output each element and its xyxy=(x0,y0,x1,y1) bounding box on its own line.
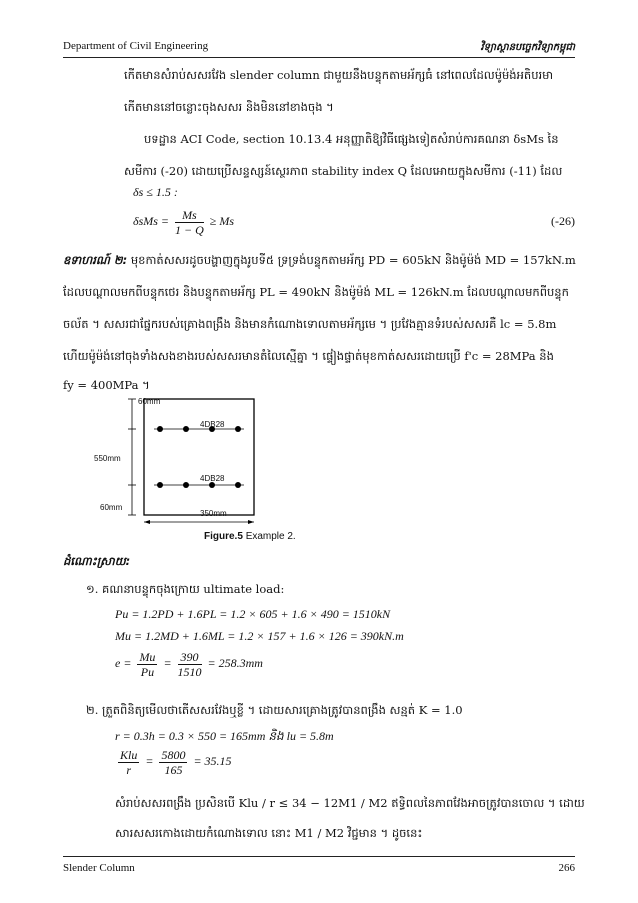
step1-heading: ១. គណនាបន្ទុកចុងក្រោយ ultimate load: xyxy=(86,582,285,596)
slender-eq: = xyxy=(145,754,154,768)
step2-radius: r = 0.3h = 0.3 × 550 = 165mm និង lu = 5.8m xyxy=(115,729,334,743)
solution-title: ដំណោះស្រាយ: xyxy=(63,554,131,568)
dim-label-top: 60mm xyxy=(138,397,161,406)
ecc-eq: = xyxy=(163,656,172,670)
ecc-num1: Mu xyxy=(139,649,156,664)
rebar xyxy=(157,426,163,432)
dim-label-width: 350mm xyxy=(200,509,227,518)
column-section xyxy=(144,399,254,515)
rebar-label-bottom: 4DB28 xyxy=(200,474,225,483)
para2-line2: សមីការ (-20) ដោយប្រើសន្ទស្សន៍ស្ថេរភាព stability index Q ដែលអោយក្នុងសមីការ (-11) ដែល xyxy=(124,164,563,178)
caption-text: Example 2. xyxy=(245,531,296,542)
ecc-fraction1 xyxy=(137,650,157,679)
eq26-rhs: ≥ Ms xyxy=(209,214,235,228)
slender-den1: r xyxy=(126,762,131,777)
para1-line1: កើតមានសំរាប់សសរវែង slender column ជាមួយនឹងបន្ទុកតាមអ័ក្សធំ នៅពេលដែលម៉ូម៉ង់អតិបរមា xyxy=(124,68,554,82)
eq26-number: (-26) xyxy=(551,214,575,228)
example-line2: ដែលបណ្តាលមកពីបន្ទុកថេរ និងបន្ទុកតាមអ័ក្ស PL = 490kN និងម៉ូម៉ង់ ML = 126kN.m ដែលបណ្តាលមកពីបន្ទុក xyxy=(63,285,569,299)
slender-num1: Klu xyxy=(120,747,138,762)
ecc-lhs: e = xyxy=(115,656,132,670)
example-title: ឧទាហរណ៍ ២: xyxy=(63,253,128,267)
example-line4: ហើយម៉ូម៉ង់នៅចុងទាំងសងខាងរបស់សសរមានតំលៃស្មើគ្នា ។ ផ្ទៀងផ្ទាត់មុខកាត់សសរដោយប្រើ f'c = 28MPa និង xyxy=(63,349,554,363)
department-name: Department of Civil Engineering xyxy=(63,40,209,52)
rebar xyxy=(235,482,241,488)
example-line1 xyxy=(63,252,576,268)
slender-result: = 35.15 xyxy=(193,754,232,768)
example-line5: fy = 400MPa ។ xyxy=(63,378,150,392)
column-section-figure xyxy=(100,395,340,525)
ecc-fraction2 xyxy=(178,650,202,679)
dim-label-height: 550mm xyxy=(94,454,121,463)
rebar xyxy=(235,426,241,432)
eq26-denominator: 1 − Q xyxy=(175,222,204,237)
caption-figure-number: Figure.5 xyxy=(204,531,243,542)
rebar xyxy=(157,482,163,488)
equation-26 xyxy=(133,206,234,237)
eq26-numerator: Ms xyxy=(175,208,204,223)
header-rule xyxy=(63,57,575,58)
ecc-result: = 258.3mm xyxy=(207,656,263,670)
arrow-right xyxy=(248,520,254,524)
step1-eccentricity xyxy=(115,648,263,679)
step1-mu: Mu = 1.2MD + 1.6ML = 1.2 × 157 + 1.6 × 126 = 390kN.m xyxy=(115,629,404,643)
para2-line1: បទដ្ឋាន ACI Code, section 10.13.4 អនុញ្ញាតិឱ្យវិធីផ្សេងទៀតសំរាប់ការគណនា δsMs នៃ xyxy=(144,132,559,146)
page-footer xyxy=(63,862,575,874)
rebar-label-top: 4DB28 xyxy=(200,420,225,429)
ecc-den2: 1510 xyxy=(177,664,202,679)
page-number: 266 xyxy=(558,862,575,874)
step1-pu: Pu = 1.2PD + 1.6PL = 1.2 × 605 + 1.6 × 490 = 1510kN xyxy=(115,607,391,621)
step2-heading: ២. ត្រួតពិនិត្យមើលថាតើសសរវែងឬខ្លី ។ ដោយសារគ្រោងត្រូវបានពង្រឹង សន្មត់ K = 1.0 xyxy=(86,703,463,717)
ecc-num2: 390 xyxy=(178,650,202,665)
page-header xyxy=(63,40,575,56)
dim-label-bottom: 60mm xyxy=(100,503,123,512)
slender-num2: 5800 xyxy=(161,747,186,762)
arrow-left xyxy=(144,520,150,524)
figure-caption xyxy=(204,531,296,542)
institute-name: វិទ្យាស្ថានបច្ចេកវិទ្យាកម្ពុជា xyxy=(480,42,575,53)
para1-line2: កើតមាននៅចន្លោះចុងសសរ និងមិននៅខាងចុង ។ xyxy=(124,100,334,114)
rebar xyxy=(183,426,189,432)
footer-rule xyxy=(63,856,575,857)
slender-fraction2 xyxy=(159,748,187,777)
footer-chapter: Slender Column xyxy=(63,862,135,874)
rebar xyxy=(183,482,189,488)
example-line3: ចល័ត ។ សសរជាផ្នែករបស់គ្រោងពង្រឹង និងមានកំណោងទោលតាមអ័ក្សមេ ។ ប្រវែងគ្មានទំរបស់សសរគឺ lc = 5.8m xyxy=(63,317,557,331)
example-text1: មុខកាត់សសរដូចបង្ហាញក្នុងរូបទី៥ ទ្រទ្រង់បន្ទុកតាមអ័ក្ស PD = 605kN និងម៉ូម៉ង់ MD = 157kN.m xyxy=(130,253,576,267)
condition: δs ≤ 1.5 : xyxy=(133,185,178,199)
slender-den2: 165 xyxy=(164,762,183,777)
eq26-lhs: δsMs = xyxy=(133,214,170,228)
ecc-den1: Pu xyxy=(140,664,155,679)
step2-line2: សារសសរកោងដោយកំណោងទោល នោះ M1 / M2 វិជ្ជមាន ។ ដូចនេះ xyxy=(115,826,423,840)
slender-fraction1 xyxy=(118,748,139,777)
step2-slenderness xyxy=(115,746,232,777)
step2-line1: សំរាប់សសរពង្រឹង ប្រសិនបើ Klu / r ≤ 34 − 12M1 / M2 ឥទ្ធិពលនៃភាពវែងអាចត្រូវបានចោល ។ ដោយ xyxy=(115,796,585,810)
eq26-fraction xyxy=(175,208,204,237)
